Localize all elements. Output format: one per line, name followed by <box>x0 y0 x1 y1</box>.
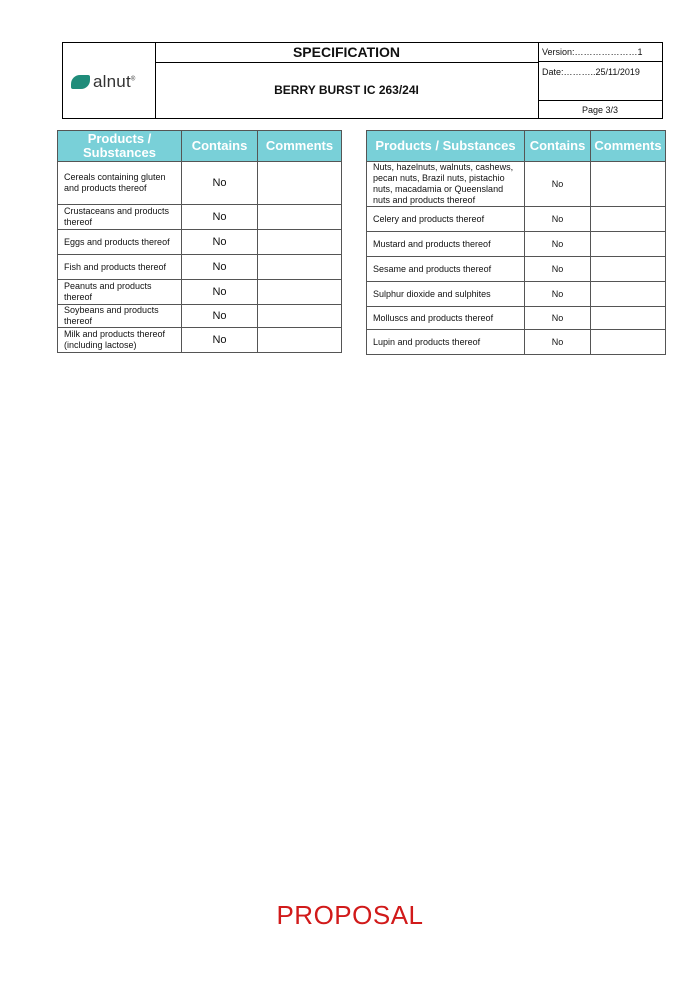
table-row <box>58 280 342 305</box>
table-row <box>367 330 666 355</box>
contains-cell: No <box>525 207 591 232</box>
contains-cell: No <box>525 232 591 257</box>
column-header-comments: Comments <box>258 131 342 162</box>
product-cell: Cereals containing gluten and products thereof <box>58 162 182 205</box>
comments-cell <box>258 230 342 255</box>
leaf-icon <box>71 75 90 89</box>
comments-cell <box>591 232 666 257</box>
comments-cell <box>258 255 342 280</box>
contains-cell: No <box>182 305 258 328</box>
comments-cell <box>591 162 666 207</box>
contains-cell: No <box>182 205 258 230</box>
document-header <box>62 42 663 119</box>
allergen-table-left <box>57 130 342 353</box>
product-cell: Milk and products thereof (including lactose) <box>58 328 182 353</box>
table-row <box>58 205 342 230</box>
product-cell: Celery and products thereof <box>367 207 525 232</box>
comments-cell <box>258 305 342 328</box>
product-name: BERRY BURST IC 263/24I <box>274 83 419 97</box>
contains-cell: No <box>525 162 591 207</box>
comments-cell <box>258 205 342 230</box>
product-cell: Fish and products thereof <box>58 255 182 280</box>
comments-cell <box>591 257 666 282</box>
table-row <box>58 305 342 328</box>
column-header-products: Products / Substances <box>367 131 525 162</box>
alnut-logo <box>71 72 136 92</box>
table-row <box>58 162 342 205</box>
contains-cell: No <box>525 330 591 355</box>
product-cell: Crustaceans and products thereof <box>58 205 182 230</box>
meta-cell <box>538 43 662 118</box>
contains-cell: No <box>182 230 258 255</box>
contains-cell: No <box>525 282 591 307</box>
document-title: SPECIFICATION <box>155 43 538 63</box>
table-row <box>367 232 666 257</box>
logo-text: alnut® <box>93 72 136 91</box>
contains-cell: No <box>182 162 258 205</box>
product-cell: Mustard and products thereof <box>367 232 525 257</box>
allergen-table-right <box>366 130 666 355</box>
comments-cell <box>591 330 666 355</box>
product-cell: Lupin and products thereof <box>367 330 525 355</box>
table-row <box>58 255 342 280</box>
page-number: Page 3/3 <box>581 105 619 115</box>
table-row <box>58 230 342 255</box>
contains-cell: No <box>182 328 258 353</box>
product-cell: Sesame and products thereof <box>367 257 525 282</box>
comments-cell <box>258 328 342 353</box>
product-cell: Sulphur dioxide and sulphites <box>367 282 525 307</box>
column-header-contains: Contains <box>525 131 591 162</box>
comments-cell <box>591 207 666 232</box>
product-cell: Soybeans and products thereof <box>58 305 182 328</box>
logo-cell <box>63 43 156 118</box>
table-row <box>58 328 342 353</box>
date-field: Date:………..25/11/2019 <box>538 63 662 101</box>
contains-cell: No <box>525 257 591 282</box>
proposal-watermark: PROPOSAL <box>276 900 424 930</box>
comments-cell <box>258 162 342 205</box>
version-field: Version:…………………1 <box>538 43 662 62</box>
contains-cell: No <box>182 280 258 305</box>
column-header-comments: Comments <box>591 131 666 162</box>
product-cell: Eggs and products thereof <box>58 230 182 255</box>
comments-cell <box>591 282 666 307</box>
product-cell: Molluscs and products thereof <box>367 307 525 330</box>
table-row <box>367 162 666 207</box>
contains-cell: No <box>525 307 591 330</box>
table-row <box>367 282 666 307</box>
column-header-products: Products / Substances <box>58 131 182 162</box>
table-row <box>367 257 666 282</box>
table-row <box>367 207 666 232</box>
comments-cell <box>258 280 342 305</box>
product-cell: Peanuts and products thereof <box>58 280 182 305</box>
column-header-contains: Contains <box>182 131 258 162</box>
product-cell: Nuts, hazelnuts, walnuts, cashews, pecan nuts, Brazil nuts, pistachio nuts, macadamia or Queensland nuts and products thereof <box>367 162 525 207</box>
table-row <box>367 307 666 330</box>
contains-cell: No <box>182 255 258 280</box>
title-cell <box>155 43 539 118</box>
comments-cell <box>591 307 666 330</box>
